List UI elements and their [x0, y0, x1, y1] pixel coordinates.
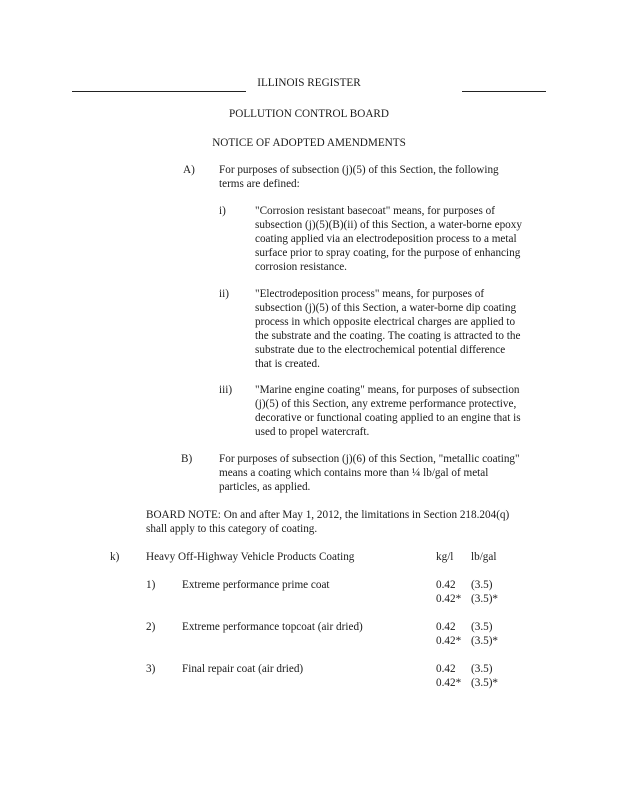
table-row-number: 3)	[146, 663, 156, 675]
metallic-line: particles, as applied.	[219, 481, 311, 493]
definition-line: the substrate and the coating. The coating is attracted to the	[255, 330, 521, 342]
table-row-number: 1)	[146, 579, 156, 591]
table-cell-kgl: 0.42	[436, 621, 456, 633]
definition-line: corrosion resistance.	[255, 261, 347, 273]
table-cell-lbgal: (3.5)	[471, 663, 493, 675]
table-cell-lbgal: (3.5)	[471, 621, 493, 633]
header-rule-right	[462, 91, 546, 92]
table-cell-kgl: 0.42*	[436, 677, 462, 689]
definition-marker: ii)	[219, 288, 229, 300]
notice-title: NOTICE OF ADOPTED AMENDMENTS	[212, 137, 406, 149]
definition-line: subsection (j)(5)(B)(ii) of this Section, a water-borne epoxy	[255, 219, 522, 231]
definition-marker: i)	[219, 205, 226, 217]
definition-line: "Corrosion resistant basecoat" means, for purposes of	[255, 205, 495, 217]
table-title: Heavy Off-Highway Vehicle Products Coating	[146, 551, 355, 563]
definition-line: used to propel watercraft.	[255, 426, 370, 438]
metallic-line: For purposes of subsection (j)(6) of this Section, "metallic coating"	[219, 453, 520, 465]
table-cell-lbgal: (3.5)	[471, 579, 493, 591]
board-note-line: shall apply to this category of coating.	[146, 523, 318, 535]
definitions-intro-line: For purposes of subsection (j)(5) of this Section, the following	[219, 164, 499, 176]
definition-line: (j)(5) of this Section, any extreme performance protective,	[255, 398, 517, 410]
table-cell-kgl: 0.42	[436, 579, 456, 591]
table-cell-lbgal: (3.5)*	[471, 593, 499, 605]
table-cell-kgl: 0.42*	[436, 635, 462, 647]
table-cell-kgl: 0.42	[436, 663, 456, 675]
table-row-label: Final repair coat (air dried)	[182, 663, 304, 675]
column-header-kgl: kg/l	[436, 551, 454, 563]
definition-line: process in which opposite electrical charges are applied to	[255, 316, 516, 328]
table-cell-kgl: 0.42*	[436, 593, 462, 605]
definition-line: coating applied via an electrodeposition process to a metal	[255, 233, 517, 245]
table-marker: k)	[110, 551, 120, 563]
definition-line: that is created.	[255, 358, 320, 370]
header-rule-left	[72, 91, 246, 92]
definition-marker: iii)	[219, 384, 233, 396]
table-row-label: Extreme performance prime coat	[182, 579, 330, 591]
table-row-number: 2)	[146, 621, 156, 633]
definition-line: substrate due to the electrochemical potential difference	[255, 344, 506, 356]
definitions-marker: A)	[183, 164, 195, 176]
board-note-line: BOARD NOTE: On and after May 1, 2012, the limitations in Section 218.204(q)	[146, 509, 510, 521]
definition-line: subsection (j)(5) of this Section, a water-borne dip coating	[255, 302, 517, 314]
board-title: POLLUTION CONTROL BOARD	[229, 108, 389, 120]
definition-line: surface prior to spray coating, for the purpose of enhancing	[255, 247, 521, 259]
metallic-line: means a coating which contains more than ¼ lb/gal of metal	[219, 467, 489, 479]
metallic-marker: B)	[181, 453, 193, 465]
table-cell-lbgal: (3.5)*	[471, 677, 499, 689]
definitions-intro-line: terms are defined:	[219, 178, 300, 190]
definition-line: "Electrodeposition process" means, for purposes of	[255, 288, 485, 300]
definition-line: decorative or functional coating applied to an engine that is	[255, 412, 521, 424]
table-row-label: Extreme performance topcoat (air dried)	[182, 621, 363, 633]
table-cell-lbgal: (3.5)*	[471, 635, 499, 647]
definition-line: "Marine engine coating" means, for purposes of subsection	[255, 384, 520, 396]
column-header-lbgal: lb/gal	[471, 551, 497, 563]
register-title: ILLINOIS REGISTER	[257, 77, 361, 89]
